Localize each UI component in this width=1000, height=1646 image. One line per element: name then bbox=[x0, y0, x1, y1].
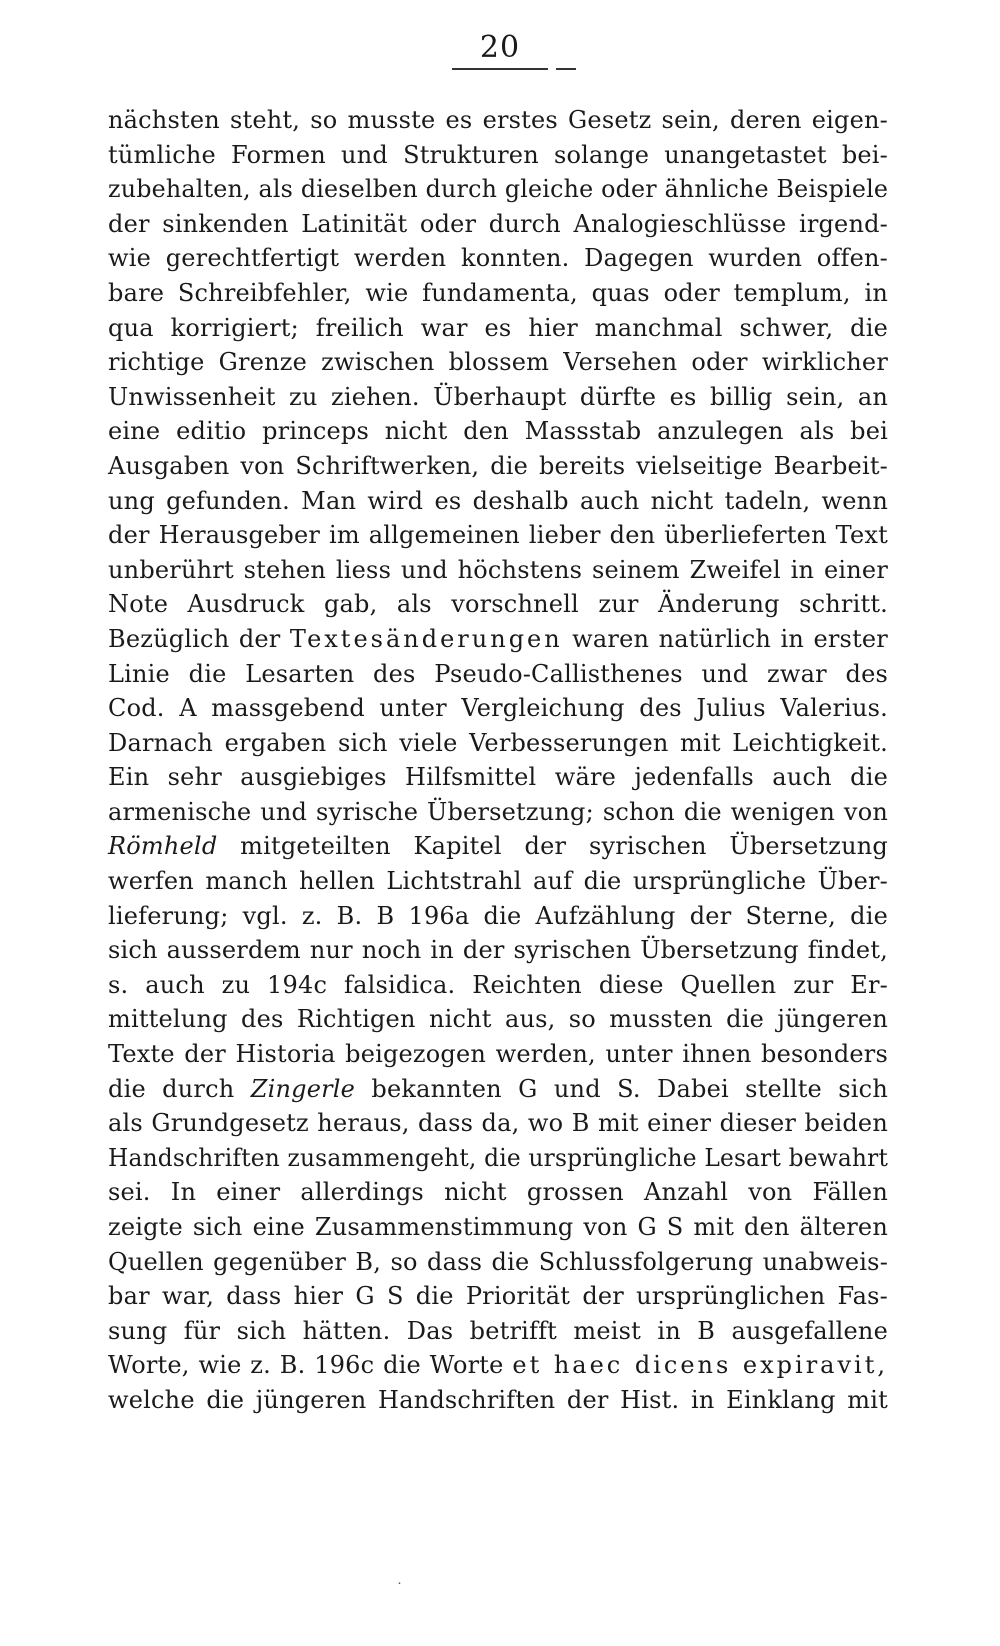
text-segment: sung für sich hätten. Das betrifft meist in B ausgefallene bbox=[108, 1316, 888, 1345]
text-segment: mitgeteilten Kapitel der syrischen Übersetzung bbox=[217, 832, 888, 861]
text-segment: sich ausserdem nur noch in der syrischen Übersetzung findet, bbox=[108, 936, 888, 965]
text-line bbox=[108, 829, 888, 864]
text-line bbox=[108, 933, 888, 968]
text-line bbox=[108, 241, 888, 276]
text-segment: Texte der Historia beigezogen werden, unter ihnen besonders bbox=[108, 1040, 888, 1069]
text-line bbox=[108, 414, 888, 449]
text-segment: Darnach ergaben sich viele Verbesserungen mit Leichtigkeit. bbox=[108, 728, 888, 757]
text-line bbox=[108, 276, 888, 311]
text-segment: s. auch zu 194c falsidica. Reichten diese Quellen zur Er- bbox=[108, 970, 888, 999]
text-line bbox=[108, 968, 888, 1003]
text-segment: Quellen gegenüber B, so dass die Schlussfolgerung unabweis- bbox=[108, 1247, 888, 1276]
text-line bbox=[108, 311, 888, 346]
text-segment: armenische und syrische Übersetzung; schon die wenigen von bbox=[108, 797, 888, 826]
spaced-emphasis: et haec dicens expiravit, bbox=[512, 1351, 888, 1380]
spaced-emphasis: Textesänderungen bbox=[289, 624, 563, 653]
text-line bbox=[108, 1002, 888, 1037]
text-line bbox=[108, 207, 888, 242]
text-segment: Worte, wie z. B. 196c die Worte bbox=[108, 1351, 513, 1380]
text-line bbox=[108, 1210, 888, 1245]
page-number: 20 bbox=[479, 30, 521, 65]
text-line bbox=[108, 587, 888, 622]
header-rule bbox=[452, 68, 548, 70]
text-line bbox=[108, 138, 888, 173]
text-line bbox=[108, 1348, 888, 1383]
text-line bbox=[108, 172, 888, 207]
text-line bbox=[108, 1141, 888, 1176]
text-segment: bekannten G und S. Dabei stellte sich bbox=[355, 1074, 888, 1103]
text-segment: die durch bbox=[108, 1074, 251, 1103]
body-text bbox=[108, 103, 888, 1418]
text-line bbox=[108, 1245, 888, 1280]
text-line bbox=[108, 1383, 888, 1418]
text-segment: mittelung des Richtigen nicht aus, so mussten die jüngeren bbox=[108, 1005, 888, 1034]
text-line bbox=[108, 449, 888, 484]
text-segment: zeigte sich eine Zusammenstimmung von G S mit den älteren bbox=[108, 1213, 888, 1241]
text-line bbox=[108, 1106, 888, 1141]
text-line bbox=[108, 657, 888, 692]
header-rule-tail bbox=[556, 68, 576, 70]
italic-name: Zingerle bbox=[250, 1074, 356, 1103]
text-segment: nächsten steht, so musste es erstes Gesetz sein, deren eigen- bbox=[108, 106, 888, 134]
text-segment: eine editio princeps nicht den Massstab anzulegen als bei bbox=[108, 417, 888, 446]
text-line bbox=[108, 760, 888, 795]
text-segment: bar war, dass hier G S die Priorität der ursprünglichen Fas- bbox=[108, 1282, 888, 1311]
text-segment: wie gerechtfertigt werden konnten. Dagegen wurden offen- bbox=[108, 244, 888, 273]
text-segment: lieferung; vgl. z. B. B 196a die Aufzählung der Sterne, die bbox=[108, 901, 888, 930]
text-line bbox=[108, 103, 888, 138]
text-line bbox=[108, 864, 888, 899]
text-segment: zubehalten, als dieselben durch gleiche oder ähnliche Beispiele bbox=[108, 175, 889, 204]
italic-name: Römheld bbox=[108, 832, 218, 861]
text-segment: Ausgaben von Schriftwerken, die bereits vielseitige Bearbeit- bbox=[108, 451, 888, 480]
text-line bbox=[108, 553, 888, 588]
text-segment: der Herausgeber im allgemeinen lieber den überlieferten Text bbox=[108, 521, 888, 550]
text-segment: waren natürlich in erster bbox=[562, 624, 888, 653]
text-segment: sei. In einer allerdings nicht grossen Anzahl von Fällen bbox=[108, 1178, 888, 1207]
text-segment: Cod. A massgebend unter Vergleichung des Julius Valerius. bbox=[108, 694, 888, 723]
text-segment: ung gefunden. Man wird es deshalb auch nicht tadeln, wenn bbox=[108, 486, 888, 515]
text-segment: der sinkenden Latinität oder durch Analogieschlüsse irgend- bbox=[108, 209, 888, 238]
footer-mark: ˙ bbox=[396, 1581, 403, 1597]
text-segment: welche die jüngeren Handschriften der Hist. in Einklang mit bbox=[108, 1385, 888, 1414]
text-segment: Bezüglich der bbox=[108, 624, 290, 653]
text-line bbox=[108, 1279, 888, 1314]
text-segment: unberührt stehen liess und höchstens seinem Zweifel in einer bbox=[108, 555, 888, 584]
text-line bbox=[108, 726, 888, 761]
text-segment: qua korrigiert; freilich war es hier manchmal schwer, die bbox=[108, 313, 888, 342]
text-segment: als Grundgesetz heraus, dass da, wo B mit einer dieser beiden bbox=[108, 1109, 888, 1138]
text-line bbox=[108, 484, 888, 519]
text-segment: richtige Grenze zwischen blossem Versehen oder wirklicher bbox=[108, 348, 888, 377]
text-line bbox=[108, 795, 888, 830]
text-segment: Handschriften zusammengeht, die ursprüngliche Lesart bewahrt bbox=[108, 1143, 888, 1172]
text-segment: Unwissenheit zu ziehen. Überhaupt dürfte es billig sein, an bbox=[108, 382, 888, 411]
text-line bbox=[108, 1072, 888, 1107]
text-segment: werfen manch hellen Lichtstrahl auf die ursprüngliche Über- bbox=[108, 867, 888, 896]
text-line bbox=[108, 518, 888, 553]
text-line bbox=[108, 345, 888, 380]
text-line bbox=[108, 1175, 888, 1210]
text-line bbox=[108, 691, 888, 726]
text-line bbox=[108, 1314, 888, 1349]
text-segment: Note Ausdruck gab, als vorschnell zur Änderung schritt. bbox=[108, 590, 888, 619]
text-segment: Linie die Lesarten des Pseudo-Callisthenes und zwar des bbox=[108, 659, 888, 688]
text-line bbox=[108, 380, 888, 415]
text-segment: bare Schreibfehler, wie fundamenta, quas oder templum, in bbox=[108, 278, 888, 307]
text-line bbox=[108, 622, 888, 657]
text-line bbox=[108, 1037, 888, 1072]
text-segment: Ein sehr ausgiebiges Hilfsmittel wäre jedenfalls auch die bbox=[108, 763, 888, 792]
text-line bbox=[108, 899, 888, 934]
text-segment: tümliche Formen und Strukturen solange unangetastet bei- bbox=[108, 140, 888, 169]
